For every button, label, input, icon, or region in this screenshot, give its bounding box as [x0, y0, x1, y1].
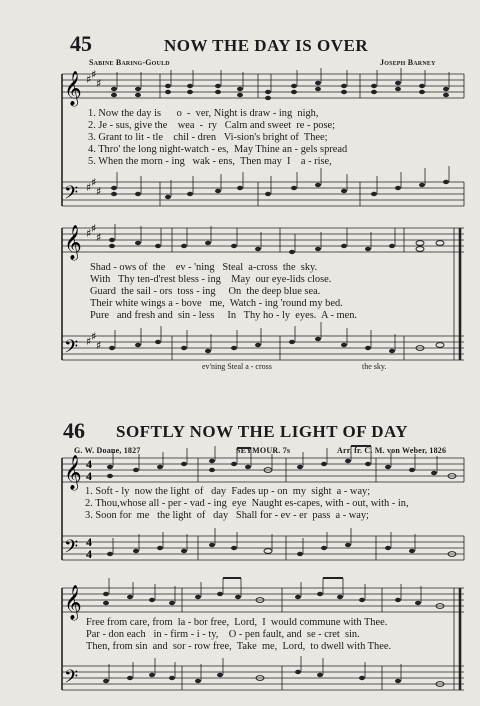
svg-text:♯: ♯ [86, 73, 92, 86]
lyric-line: Guard the sail - ors toss - ing On the deep blue sea. [90, 286, 321, 298]
time-signature: 4 [86, 457, 92, 471]
hymn-title: NOW THE DAY IS OVER [164, 36, 369, 55]
svg-text:♯: ♯ [86, 227, 92, 240]
lyric-line: 1. Now the day is o - ver, Night is draw - ing nigh, [88, 108, 319, 119]
svg-text:♯: ♯ [96, 231, 102, 244]
svg-text:4: 4 [86, 469, 92, 483]
bass-clef-icon: 𝄢 [64, 667, 79, 692]
lyric-line: 3. Grant to lit - tle chil - dren Vi-sion's bright of Thee; [88, 132, 328, 144]
hymn-title: SOFTLY NOW THE LIGHT OF DAY [116, 422, 409, 441]
lyric-line: 4. Thro' the long night-watch - es, May Thine an - gels spread [88, 144, 348, 156]
svg-text:♯: ♯ [86, 181, 92, 194]
svg-text:♯: ♯ [91, 68, 97, 81]
treble-clef-icon: 𝄞 [64, 225, 82, 260]
svg-text:♯: ♯ [96, 185, 102, 198]
svg-text:♯: ♯ [86, 335, 92, 348]
lyric-line: Pure and fresh and sin - less In Thy ho - ly eyes. A - men. [90, 310, 358, 322]
treble-clef-icon: 𝄞 [64, 585, 82, 620]
lyric-line: 1. Soft - ly now the light of day Fades up - on my sight a - way; [85, 486, 371, 497]
lyric-line: 2. Thou,whose all - per - vad - ing eye Naught es-capes, with - out, with - in, [85, 498, 409, 510]
stanza-block [88, 108, 347, 168]
author-credit: G. W. Doane, 1827 [74, 446, 141, 455]
bass-lyric: ev'ning Steal a - cross [202, 362, 272, 371]
bass-clef-icon: 𝄢 [64, 537, 79, 562]
stanza-block [90, 262, 357, 322]
svg-text:♯: ♯ [91, 222, 97, 235]
bass-clef-icon: 𝄢 [64, 183, 79, 208]
svg-text:4: 4 [86, 535, 92, 549]
svg-text:♯: ♯ [96, 77, 102, 90]
tune-name: SEYMOUR. 7s [236, 446, 291, 455]
lyric-line: 3. Soon for me the light of day Shall for - ev - er pass a - way; [85, 510, 369, 522]
hymn-number: 46 [63, 418, 85, 443]
hymn-number: 45 [70, 31, 92, 56]
svg-text:4: 4 [86, 547, 92, 561]
lyric-line: With Thy ten-d'rest bless - ing May our eye-lids close. [90, 274, 332, 286]
lyric-line: 2. Je - sus, give the wea - ry Calm and sweet re - pose; [88, 120, 336, 132]
lyric-line: 5. When the morn - ing wak - ens, Then may I a - rise, [88, 156, 332, 168]
treble-clef-icon: 𝄞 [64, 455, 82, 490]
svg-text:♯: ♯ [91, 176, 97, 189]
author-credit: Sabine Baring-Gould [89, 58, 170, 67]
composer-credit: Arr. fr. C. M. von Weber, 1826 [337, 446, 447, 455]
composer-credit: Joseph Barney [380, 58, 436, 67]
svg-text:♯: ♯ [91, 330, 97, 343]
treble-clef-icon: 𝄞 [64, 71, 82, 106]
lyric-line: Par - don each in - firm - i - ty, O - pen fault, and se - cret sin. [86, 629, 360, 641]
bass-lyric: the sky. [362, 362, 387, 371]
lyric-line: Then, from sin and sor - row free, Take me, Lord, to dwell with Thee. [86, 641, 392, 653]
lyric-line: Free from care, from la - bor free, Lord, I would commune with Thee. [86, 617, 388, 628]
bass-clef-icon: 𝄢 [64, 337, 79, 362]
lyric-line: Their white wings a - bove me, Watch - ing 'round my bed. [90, 298, 343, 310]
svg-text:♯: ♯ [96, 339, 102, 352]
lyric-line: Shad - ows of the ev - 'ning Steal a-cross the sky. [90, 262, 318, 273]
stanza-block [86, 617, 391, 653]
stanza-block [85, 486, 409, 522]
